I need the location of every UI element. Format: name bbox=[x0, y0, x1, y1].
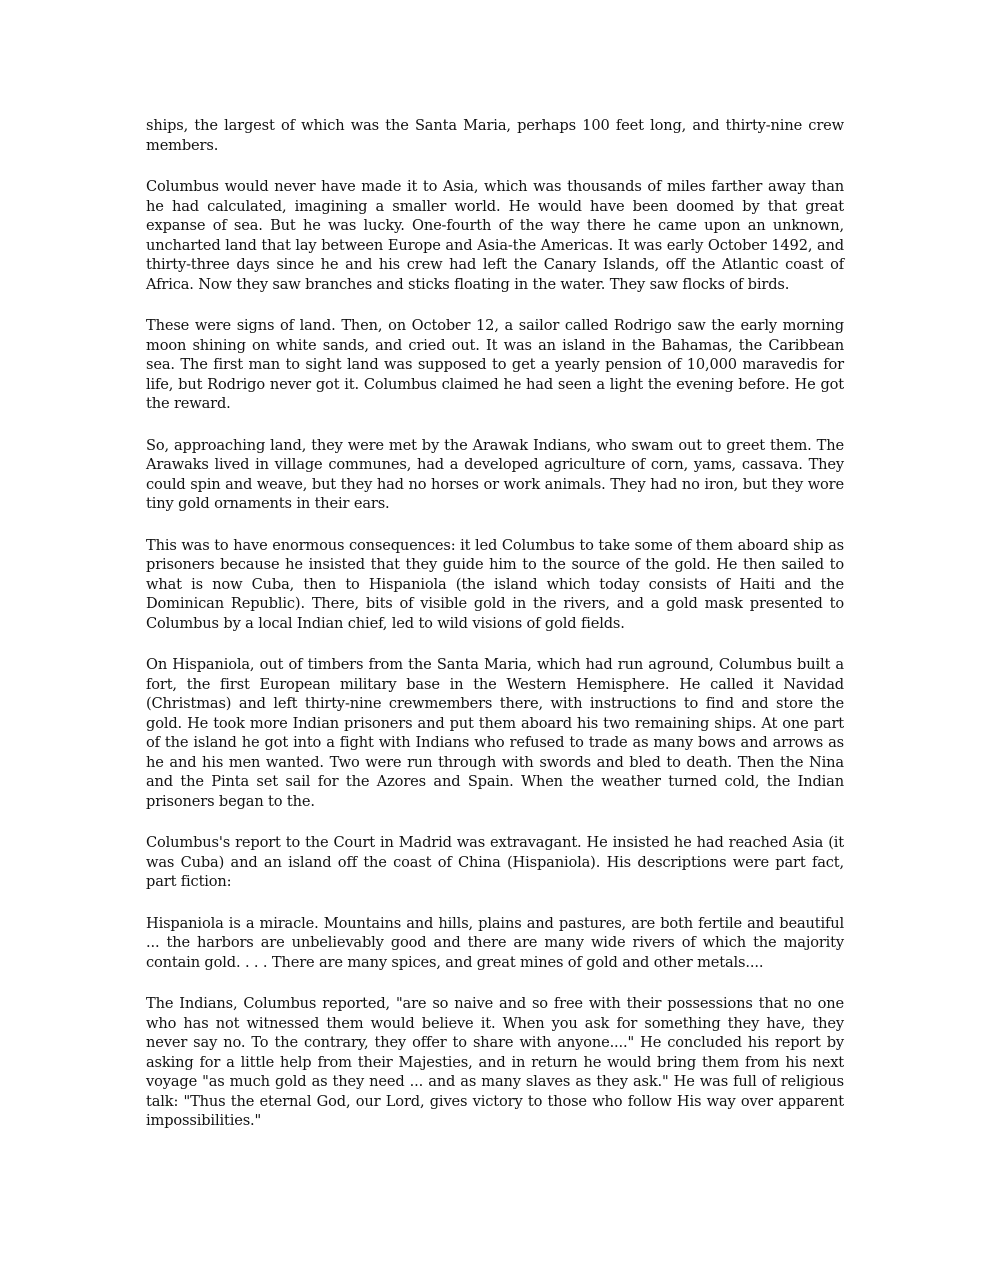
paragraph-7: Columbus's report to the Court in Madrid was extravagant. He insisted he had reached Asia (it was Cuba) and an island off the coast of China (Hispaniola). His descriptions were part fact, part fiction: bbox=[146, 834, 844, 890]
paragraph-4: So, approaching land, they were met by the Arawak Indians, who swam out to greet them. The Arawaks lived in village communes, had a developed agriculture of corn, yams, cassava. They could spin and weave, but they had no horses or work animals. They had no iron, but they wore tiny gold ornaments in their ears. bbox=[146, 436, 844, 512]
paragraph-3: These were signs of land. Then, on October 12, a sailor called Rodrigo saw the early morning moon shining on white sands, and cried out. It was an island in the Bahamas, the Caribbean sea. The first man to sight land was supposed to get a yearly pension of 10,000 maravedis for life, but Rodrigo never got it. Columbus claimed he had seen a light the evening before. He got the reward. bbox=[146, 317, 844, 412]
paragraph-2: Columbus would never have made it to Asia, which was thousands of miles farther away than he had calculated, imagining a smaller world. He would have been doomed by that great expanse of sea. But he was lucky. One-fourth of the way there he came upon an unknown, uncharted land that lay between Europe and Asia-the Americas. It was early October 1492, and thirty-three days since he and his crew had left the Canary Islands, off the Atlantic coast of Africa. Now they saw branches and sticks floating in the water. They saw flocks of birds. bbox=[146, 178, 844, 293]
paragraph-1: ships, the largest of which was the Santa Maria, perhaps 100 feet long, and thirty-nine crew members. bbox=[146, 117, 844, 154]
body-text bbox=[146, 116, 844, 1153]
paragraph-5: This was to have enormous consequences: it led Columbus to take some of them aboard ship as prisoners because he insisted that they guide him to the source of the gold. He then sailed to what is now Cuba, then to Hispaniola (the island which today consists of Haiti and the Dominican Republic). There, bits of visible gold in the rivers, and a gold mask presented to Columbus by a local Indian chief, led to wild visions of gold fields. bbox=[146, 536, 844, 632]
quoted-passage: Hispaniola is a miracle. Mountains and hills, plains and pastures, are both fertile and beautiful ... the harbors are unbelievably good and there are many wide rivers of which the majority contain gold. . . . There are many spices, and great mines of gold and other metals.... bbox=[146, 914, 844, 971]
paragraph-9: The Indians, Columbus reported, "are so naive and so free with their possessions that no one who has not witnessed them would believe it. When you ask for something they have, they never say no. To the contrary, they offer to share with anyone...." He concluded his report by asking for a little help from their Majesties, and in return he would bring them from his next voyage "as much gold as they need ... and as many slaves as they ask." He was full of religious talk: "Thus the eternal God, our Lord, gives victory to those who follow His way over apparent impossibilities." bbox=[146, 995, 844, 1129]
paragraph-6: On Hispaniola, out of timbers from the Santa Maria, which had run aground, Columbus built a fort, the first European military base in the Western Hemisphere. He called it Navidad (Christmas) and left thirty-nine crewmembers there, with instructions to find and store the gold. He took more Indian prisoners and put them aboard his two remaining ships. At one part of the island he got into a fight with Indians who refused to trade as many bows and arrows as he and his men wanted. Two were run through with swords and bled to death. Then the Nina and the Pinta set sail for the Azores and Spain. When the weather turned cold, the Indian prisoners began to the. bbox=[146, 656, 844, 810]
